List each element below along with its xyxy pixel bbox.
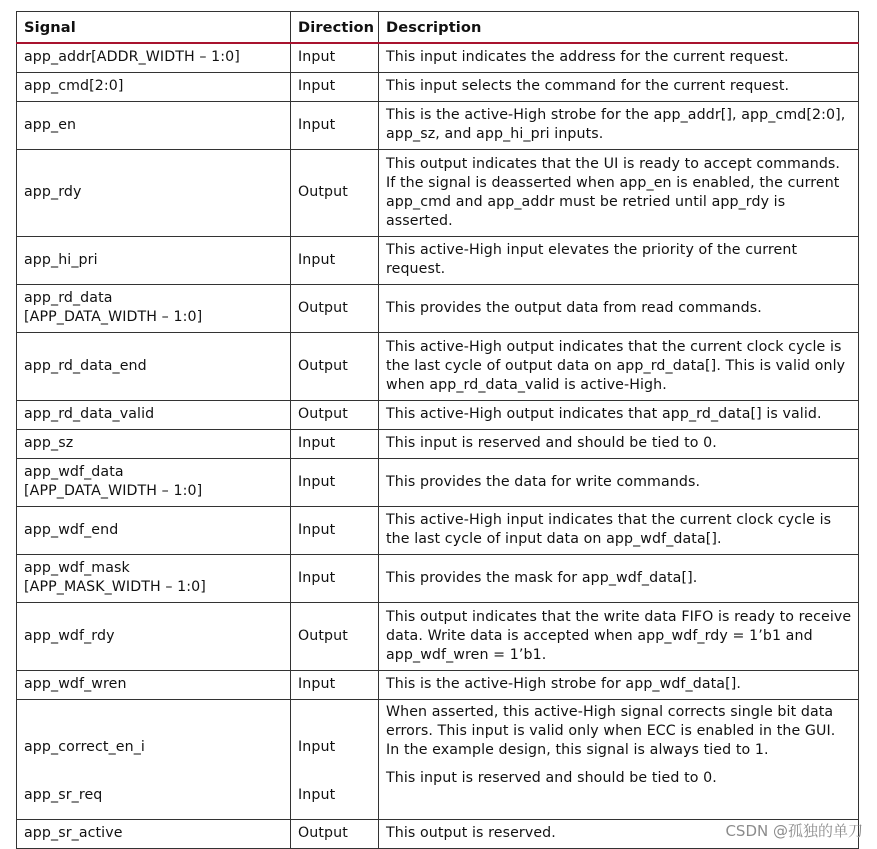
signal-cell: app_addr[ADDR_WIDTH – 1:0] (17, 43, 291, 72)
direction-cell: Output (291, 400, 379, 429)
signal-width: [APP_DATA_WIDTH – 1:0] (24, 309, 203, 325)
cropped-table-caption (40, 0, 300, 4)
signal-cell: app_wdf_rdy (17, 602, 291, 670)
table-row (17, 43, 859, 72)
description-text: When asserted, this active-High signal corrects single bit data errors. This input is valid only when ECC is enabled in the GUI. In the example design, this signal is always tied to 1. (386, 703, 836, 758)
description-cell: This provides the output data from read commands. (379, 284, 859, 332)
table-row (17, 332, 859, 400)
column-header-description: Description (379, 12, 859, 44)
description-cell: This input is reserved and should be tied to 0. (379, 429, 859, 458)
signal-cell (17, 284, 291, 332)
signal-width: [APP_MASK_WIDTH – 1:0] (24, 579, 206, 595)
description-text: This input is reserved and should be tied to 0. (386, 769, 717, 786)
signal-width: [APP_DATA_WIDTH – 1:0] (24, 483, 203, 499)
signal-cell: app_hi_pri (17, 236, 291, 284)
direction-cell: Output (291, 284, 379, 332)
description-cell: This active-High output indicates that app_rd_data[] is valid. (379, 400, 859, 429)
signal-cell: app_rd_data_valid (17, 400, 291, 429)
direction-value: Input (298, 738, 336, 755)
table-row (17, 101, 859, 149)
signal-cell: app_sr_active (17, 819, 291, 848)
signal-cell: app_cmd[2:0] (17, 72, 291, 101)
direction-cell: Input (291, 554, 379, 602)
column-header-direction: Direction (291, 12, 379, 44)
column-header-signal: Signal (17, 12, 291, 44)
watermark: CSDN @孤独的单刀 (725, 822, 863, 840)
description-cell: This active-High output indicates that the current clock cycle is the last cycle of output data on app_rd_data[]. This is valid only when app_rd_data_valid is active-High. (379, 332, 859, 400)
description-cell: This output indicates that the write data FIFO is ready to receive data. Write data is accepted when app_wdf_rdy = 1’b1 and app_wdf_wren = 1’b1. (379, 602, 859, 670)
signal-cell: app_wdf_end (17, 506, 291, 554)
description-cell: This is the active-High strobe for the app_addr[], app_cmd[2:0], app_sz, and app_hi_pri inputs. (379, 101, 859, 149)
signal-table (16, 11, 859, 849)
signal-name: app_rd_data (24, 290, 113, 306)
signal-name: app_correct_en_i (24, 738, 145, 755)
description-cell: This active-High input indicates that the current clock cycle is the last cycle of input data on app_wdf_data[]. (379, 506, 859, 554)
table-header-row (17, 12, 859, 44)
signal-cell: app_wdf_wren (17, 670, 291, 699)
signal-cell (17, 458, 291, 506)
direction-cell: Output (291, 332, 379, 400)
direction-cell: Input (291, 101, 379, 149)
signal-cell (17, 699, 291, 819)
table-row (17, 429, 859, 458)
table-row (17, 458, 859, 506)
signal-cell: app_rd_data_end (17, 332, 291, 400)
direction-value: Input (298, 786, 336, 803)
direction-cell: Output (291, 602, 379, 670)
description-cell: This is the active-High strobe for app_wdf_data[]. (379, 670, 859, 699)
table-row (17, 506, 859, 554)
table-row (17, 72, 859, 101)
description-cell: This provides the data for write commands. (379, 458, 859, 506)
description-cell: This active-High input elevates the priority of the current request. (379, 236, 859, 284)
direction-cell: Input (291, 458, 379, 506)
description-cell (379, 699, 859, 819)
direction-cell: Output (291, 819, 379, 848)
direction-cell: Input (291, 670, 379, 699)
signal-name: app_wdf_mask (24, 560, 130, 576)
table-row (17, 236, 859, 284)
signal-name: app_sr_req (24, 786, 103, 803)
table-row (17, 699, 859, 819)
direction-cell: Input (291, 506, 379, 554)
table-row (17, 284, 859, 332)
description-cell: This output is reserved. (379, 819, 859, 848)
description-cell: This input selects the command for the current request. (379, 72, 859, 101)
signal-name: app_wdf_data (24, 464, 124, 480)
signal-cell (17, 554, 291, 602)
signal-cell: app_en (17, 101, 291, 149)
signal-cell: app_sz (17, 429, 291, 458)
direction-cell: Output (291, 149, 379, 236)
direction-cell: Input (291, 429, 379, 458)
direction-cell (291, 699, 379, 819)
description-cell: This output indicates that the UI is ready to accept commands. If the signal is deasserted when app_en is enabled, the current app_cmd and app_addr must be retried until app_rdy is asserted. (379, 149, 859, 236)
table-row (17, 149, 859, 236)
table-row (17, 670, 859, 699)
direction-cell: Input (291, 43, 379, 72)
table-row (17, 554, 859, 602)
table-row (17, 400, 859, 429)
direction-cell: Input (291, 72, 379, 101)
description-cell: This input indicates the address for the current request. (379, 43, 859, 72)
description-cell: This provides the mask for app_wdf_data[]. (379, 554, 859, 602)
signal-cell: app_rdy (17, 149, 291, 236)
direction-cell: Input (291, 236, 379, 284)
table-row (17, 602, 859, 670)
